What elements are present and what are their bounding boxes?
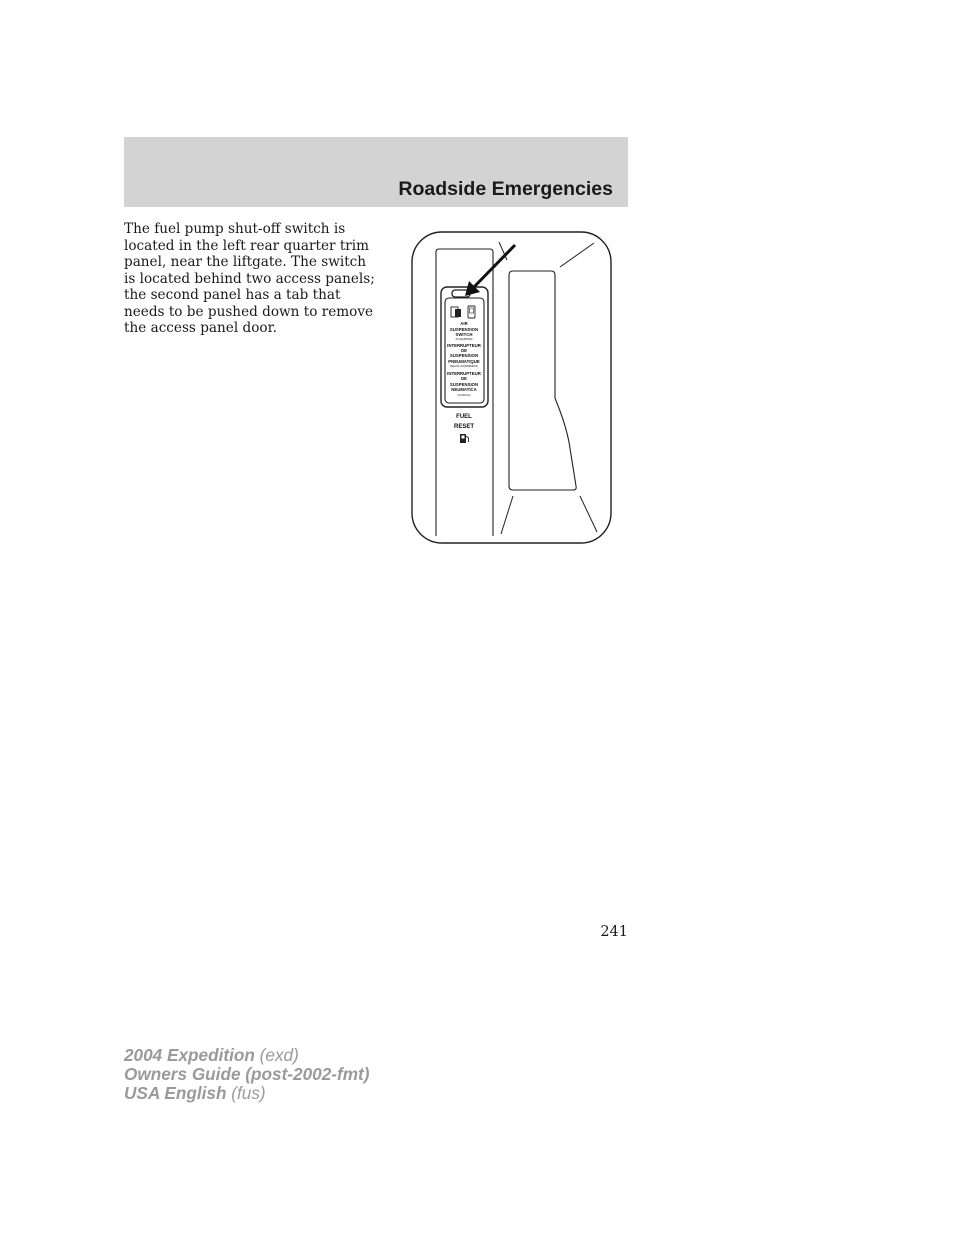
switch-label-line: PNEUMATIQUE [448,359,480,364]
switch-label-line: DE [461,376,467,381]
paragraph-line: the second panel has a tab that [124,287,341,303]
footer-model: 2004 Expedition [124,1045,255,1065]
fuel-pump-switch-illustration [409,230,614,546]
footer-line-1 [124,1046,369,1065]
switch-label-line: DE [461,348,467,353]
switch-label-line: INTERRUPTEUR [447,343,481,348]
switch-label-line: (SI APLICA) [457,394,471,397]
switch-label-line: (IF EQUIPPED) [455,338,473,341]
footer-guide: Owners Guide (post-2002-fmt) [124,1064,370,1084]
paragraph-line: panel, near the liftgate. The switch [124,254,367,270]
switch-label-line: SUSPENSION [449,382,479,387]
section-title: Roadside Emergencies [398,178,613,200]
paragraph-line: The fuel pump shut-off switch is [124,221,346,237]
page-number: 241 [600,924,628,940]
reset-label: RESET [453,424,475,430]
switch-label-line: AIR [460,321,468,326]
document-footer [124,1046,369,1103]
footer-line-3 [124,1084,369,1103]
switch-label-line: (SELON L'EQUIPEMENT) [450,365,478,368]
footer-language-code: (fus) [231,1083,266,1103]
switch-label-line: NEUMATICA [451,387,477,392]
switch-icon [468,306,475,318]
paragraph-line: located in the left rear quarter trim [124,237,370,254]
switch-label-line: INTERRUPTEUR [447,371,481,376]
paragraph-line: is located behind two access panels; [124,270,375,287]
switch-label-line: SWITCH [455,332,473,337]
footer-model-code: (exd) [259,1045,299,1065]
fuel-label: FUEL [456,414,472,420]
switch-label-line: SUSPENSION [449,353,479,358]
switch-label-line: SUSPENSION [449,327,479,332]
paragraph-line: the access panel door. [124,320,277,336]
paragraph-line: needs to be pushed down to remove [124,303,374,320]
illustration-svg [409,230,614,546]
footer-line-2 [124,1065,369,1084]
section-header-bar [124,137,628,207]
instruction-paragraph [124,221,386,337]
footer-language: USA English [124,1083,227,1103]
